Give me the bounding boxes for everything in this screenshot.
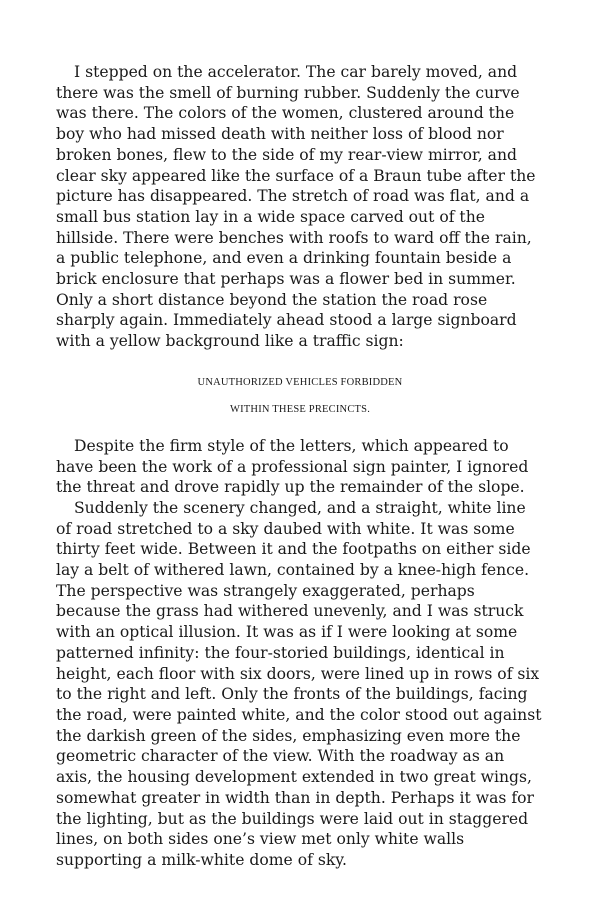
paragraph-ignored-threat: Despite the firm style of the letters, which appeared to have been the work of a professional sign painter, I ignored the threat and drove rapidly up the remainder of the slope. [56, 436, 529, 497]
sign-text-line-2: WITHIN THESE PRECINCTS. [229, 403, 371, 415]
book-page [56, 62, 544, 871]
paragraph-scenery-changed: Suddenly the scenery changed, and a straight, white line of road stretched to a sky daubed with white. It was some thirty feet wide. Between it and the footpaths on either side lay a belt of withered lawn, contained by a knee-high fence. The perspective was strangely exaggerated, perhaps because the grass had withered unevenly, and I was struck with an optical illusion. It was as if I were looking at some patterned infinity: the four-storied buildings, identical in height, each floor with six doors, were lined up in rows of six to the right and left. Only the fronts of the buildings, facing the road, were painted white, and the color stood out against the darkish green of the sides, emphasizing even more the geometric character of the view. With the roadway as an axis, the housing development extended in two great wings, somewhat greater in width than in depth. Perhaps it was for the lighting, but as the buildings were laid out in staggered lines, on both sides one’s view met only white walls supporting a milk-white dome of sky. [56, 498, 542, 869]
paragraph-accelerator: I stepped on the accelerator. The car barely moved, and there was the smell of burning rubber. Suddenly the curve was there. The colors of the women, clustered around the boy who had missed death with neither loss of blood nor broken bones, flew to the side of my rear-view mirror, and clear sky appeared like the surface of a Braun tube after the picture has disappeared. The stretch of road was flat, and a small bus station lay in a wide space carved out of the hillside. There were benches with roofs to ward off the rain, a public telephone, and even a drinking fountain beside a brick enclosure that perhaps was a flower bed in summer. Only a short distance beyond the station the road rose sharply again. Immediately ahead stood a large signboard with a yellow background like a traffic sign: [56, 63, 536, 351]
sign-text-line-1: UNAUTHORIZED VEHICLES FORBIDDEN [197, 376, 403, 388]
